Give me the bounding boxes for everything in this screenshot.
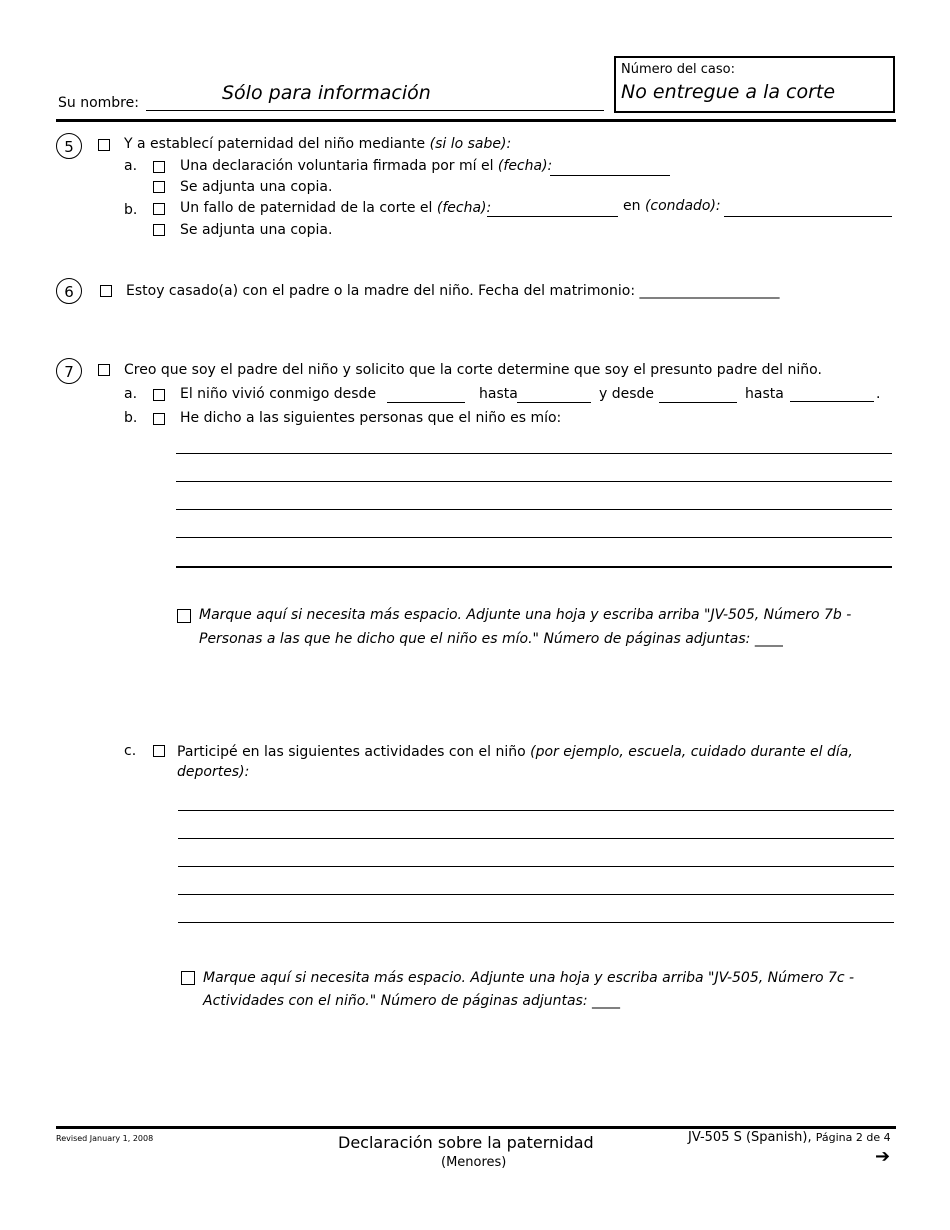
header-rule [56,119,896,122]
item-7c-answer-line[interactable] [178,866,894,867]
item-7c-answer-line[interactable] [178,894,894,895]
item-7b-answer-line[interactable] [176,566,892,568]
item-5b-copy-checkbox[interactable] [153,224,165,236]
item-5-number: 5 [56,133,82,159]
form-id: JV-505 S (Spanish), Página 2 de 4 [688,1130,891,1145]
item-7c-answer-line[interactable] [178,810,894,811]
item-5b-copy-label: Se adjunta una copia. [180,222,333,238]
item-7c-checkbox[interactable] [153,745,165,757]
name-underline [146,110,604,111]
item-7a-text: El niño vivió conmigo desde [180,386,377,402]
item-7b-answer-line[interactable] [176,453,892,454]
revised-date: Revised January 1, 2008 [56,1134,154,1143]
item-7b-checkbox[interactable] [153,413,165,425]
item-7a-letter: a. [124,386,138,402]
item-7-checkbox[interactable] [98,364,110,376]
name-value[interactable]: Sólo para información [222,82,431,104]
next-page-arrow-icon: ➔ [875,1146,891,1167]
item-7c-answer-line[interactable] [178,922,894,923]
item-7b-more-space-line-2: Personas a las que he dicho que el niño es mío." Número de páginas adjuntas: ____ [199,631,783,647]
item-5a-text: Una declaración voluntaria firmada por mí el (fecha): [180,158,553,174]
item-7c-more-space-line-1: Marque aquí si necesita más espacio. Adjunte una hoja y escriba arriba "JV-505, Número 7c - [203,970,855,986]
item-7b-more-space-checkbox[interactable] [177,609,191,623]
item-7c-text: Participé en las siguientes actividades con el niño (por ejemplo, escuela, cuidado durante el día, [177,744,853,760]
item-7a-period: . [876,386,881,402]
item-7b-answer-line[interactable] [176,481,892,482]
item-5b-text: Un fallo de paternidad de la corte el (fecha): [180,200,492,216]
form-title: Declaración sobre la paternidad [338,1133,594,1152]
item-5a-checkbox[interactable] [153,161,165,173]
item-7a-to-line-2[interactable] [790,401,874,402]
item-7a-ydesde: y desde [599,386,655,402]
item-7b-text: He dicho a las siguientes personas que el niño es mío: [180,410,562,426]
form-subtitle: (Menores) [441,1155,507,1170]
item-7a-from-line-2[interactable] [659,402,737,403]
item-6-number: 6 [56,278,82,304]
footer-rule [56,1126,896,1129]
item-7-text: Creo que soy el padre del niño y solicito que la corte determine que soy el presunto padre del niño. [124,362,822,378]
item-7c-more-space-checkbox[interactable] [181,971,195,985]
item-6-checkbox[interactable] [100,285,112,297]
name-label: Su nombre: [58,95,139,111]
item-6-text: Estoy casado(a) con el padre o la madre del niño. Fecha del matrimonio: ____________________ [126,283,780,299]
case-number-value: No entregue a la corte [621,81,836,103]
item-7a-to-line-1[interactable] [517,402,591,403]
item-7b-more-space-line-1: Marque aquí si necesita más espacio. Adjunte una hoja y escriba arriba "JV-505, Número 7b - [199,607,852,623]
item-7a-hasta-2: hasta [745,386,784,402]
item-7c-text-line-2: deportes): [177,764,250,780]
item-7b-answer-line[interactable] [176,537,892,538]
item-7c-letter: c. [124,743,137,759]
item-5b-county-label: en (condado): [623,198,721,214]
item-7c-answer-line[interactable] [178,838,894,839]
item-7a-hasta-1: hasta [479,386,518,402]
item-5a-copy-checkbox[interactable] [153,181,165,193]
item-5b-date-line[interactable] [487,216,618,217]
item-5b-checkbox[interactable] [153,203,165,215]
item-5a-copy-label: Se adjunta una copia. [180,179,333,195]
item-7b-letter: b. [124,410,138,426]
item-7b-answer-line[interactable] [176,509,892,510]
item-5b-county-line[interactable] [724,216,892,217]
item-7a-checkbox[interactable] [153,389,165,401]
item-7a-from-line[interactable] [387,402,465,403]
item-7c-more-space-line-2: Actividades con el niño." Número de páginas adjuntas: ____ [203,993,621,1009]
item-5a-date-line[interactable] [550,175,670,176]
item-5-text: Y a establecí paternidad del niño mediante (si lo sabe): [124,136,512,152]
case-number-label: Número del caso: [621,62,735,77]
case-number-box[interactable] [614,56,895,113]
item-5a-letter: a. [124,158,138,174]
item-5b-letter: b. [124,202,138,218]
item-5-checkbox[interactable] [98,139,110,151]
item-7-number: 7 [56,358,82,384]
